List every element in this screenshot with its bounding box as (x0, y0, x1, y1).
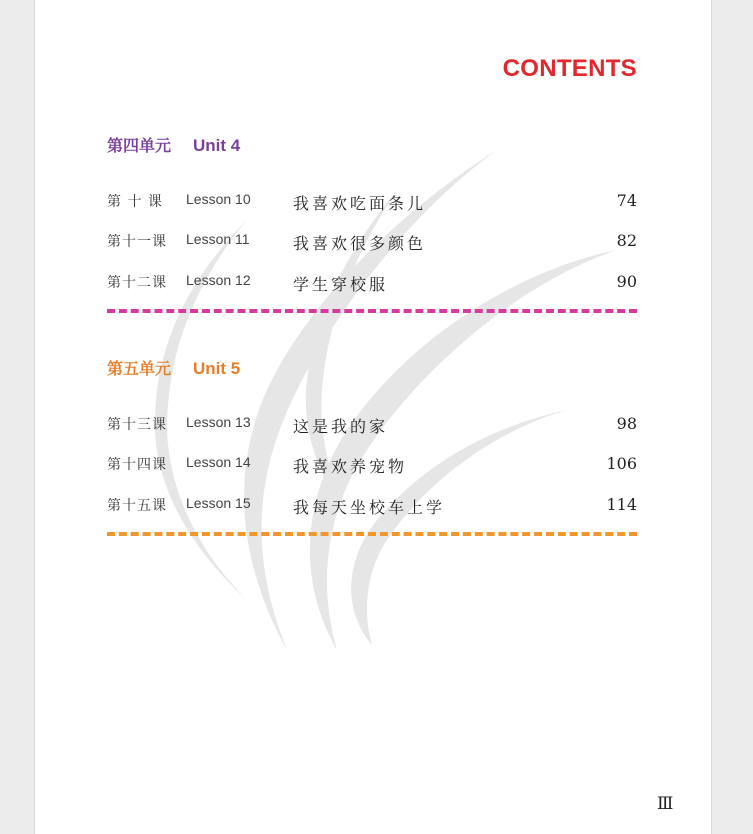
lesson-en-number: Lesson 14 (186, 454, 251, 470)
unit-5-divider (107, 532, 637, 536)
lesson-title: 我喜欢很多颜色 (293, 234, 427, 253)
toc-row-lesson-11[interactable] (107, 231, 647, 255)
lesson-en-number: Lesson 10 (186, 191, 251, 207)
unit-4-cn-label: 第四单元 (107, 136, 172, 155)
lesson-cn-number: 第十三课 (107, 417, 167, 433)
lesson-cn-number: 第十五课 (107, 498, 167, 514)
toc-row-lesson-12[interactable] (107, 272, 647, 296)
toc-row-lesson-15[interactable] (107, 495, 647, 519)
toc-row-lesson-13[interactable] (107, 414, 647, 438)
lesson-en-number: Lesson 13 (186, 414, 251, 430)
lesson-page-number: 90 (616, 272, 637, 291)
lesson-cn-number: 第十四课 (107, 457, 167, 473)
document-page (34, 0, 712, 834)
lesson-cn-number: 第十一课 (107, 234, 167, 250)
lesson-en-number: Lesson 15 (186, 495, 251, 511)
lesson-title: 我喜欢吃面条儿 (293, 194, 427, 213)
unit-5-heading (107, 356, 240, 379)
unit-4-divider (107, 309, 637, 313)
lesson-title: 我喜欢养宠物 (293, 457, 408, 476)
lesson-cn-number: 第十二课 (107, 275, 167, 291)
toc-row-lesson-10[interactable] (107, 191, 647, 215)
unit-5-en-label: Unit 5 (193, 359, 241, 378)
lesson-page-number: 74 (616, 191, 637, 210)
page-folio: Ⅲ (657, 794, 674, 814)
lesson-cn-number: 第 十 课 (107, 194, 163, 210)
toc-row-lesson-14[interactable] (107, 454, 647, 478)
lesson-page-number: 82 (616, 231, 637, 250)
unit-5-cn-label: 第五单元 (107, 359, 172, 378)
lesson-title: 学生穿校服 (293, 275, 389, 294)
unit-4-heading (107, 133, 240, 156)
lesson-en-number: Lesson 12 (186, 272, 251, 288)
lesson-page-number: 114 (606, 495, 637, 514)
lesson-en-number: Lesson 11 (186, 231, 250, 247)
lesson-title: 我每天坐校车上学 (293, 498, 446, 517)
lesson-page-number: 106 (606, 454, 637, 473)
lesson-title: 这是我的家 (293, 417, 389, 436)
unit-4-en-label: Unit 4 (193, 136, 241, 155)
lesson-page-number: 98 (616, 414, 637, 433)
contents-title: CONTENTS (502, 55, 637, 82)
